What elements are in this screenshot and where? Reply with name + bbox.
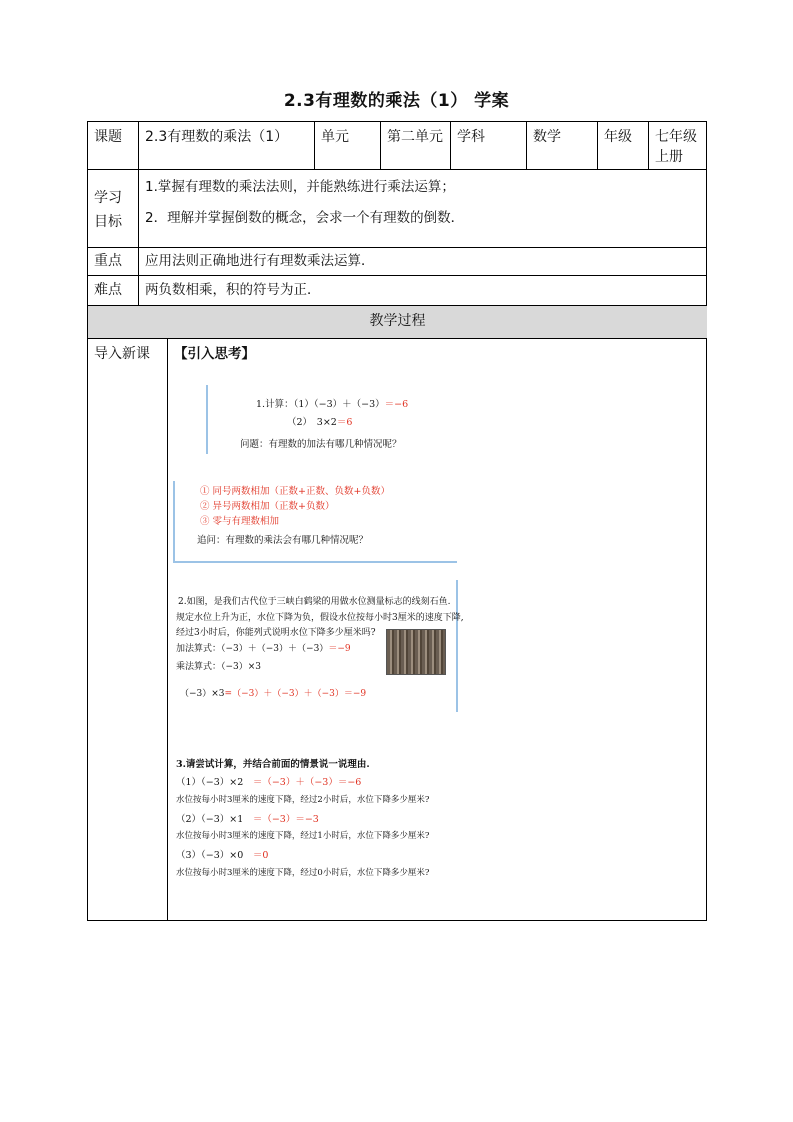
q3-item1 [176,774,361,791]
goal-item-2: 2．理解并掌握倒数的概念，会求一个有理数的倒数． [145,210,465,226]
unit-value: 第二单元 [381,122,451,170]
q1-line2 [287,414,352,431]
q1-ans2: ＝6 [336,417,353,428]
topic-value: 2.3有理数的乘法（1） [139,122,315,170]
stone-fish-photo [386,629,446,675]
page-title: 2.3有理数的乘法（1） 学案 [283,91,510,111]
case-2: ② 异号两数相加（正数+负数） [200,501,335,512]
q2-add [176,641,351,658]
q2-eq [180,686,366,703]
unit-label: 单元 [315,122,381,170]
q3-expr-1: （1）（−3）×2 [176,777,244,788]
topic-label: 课题 [88,122,139,170]
q2-add-ans: ＝−9 [328,644,351,654]
q3-expr-2: （2）（−3）×1 [176,814,244,825]
q2-line2: 规定水位上升为正，水位下降为负，假设水位按每小时3厘米的速度下降, [176,613,464,623]
intro-heading: 【引入思考】 [174,346,255,362]
q3-ans-3: ＝0 [252,850,269,861]
q1-ans1: ＝−6 [384,399,409,410]
q3-item3 [176,847,268,864]
q2-line1: 2.如图，是我们古代位于三峡白鹤梁的用做水位测量标志的线刻石鱼. [178,597,451,607]
q3-note3: 水位按每小时3厘米的速度下降，经过0小时后，水位下降多少厘米? [176,868,430,878]
subject-value: 数学 [527,122,598,170]
grade-label: 年级 [598,122,649,170]
difficulty-text: 两负数相乘，积的符号为正． [139,276,707,306]
slide2-bar [173,481,175,561]
q1-question: 问题：有理数的加法有哪几种情况呢？ [240,439,402,450]
key-point-text: 应用法则正确地进行有理数乘法运算． [139,248,707,276]
q3-note2: 水位按每小时3厘米的速度下降，经过1小时后，水位下降多少厘米? [176,831,430,841]
goals-label-line1: 学习 [94,190,122,206]
q3-note1: 水位按每小时3厘米的速度下降，经过2小时后，水位下降多少厘米? [176,795,430,805]
slide3-bar [456,580,458,712]
slide1-bar [206,385,208,454]
q1-line1 [256,396,408,413]
intro-label: 导入新课 [88,339,168,921]
goals-label [88,170,139,248]
follow-up: 追问：有理数的乘法会有哪几种情况呢？ [197,535,369,546]
q2-eq-expr: （−3）×3 [180,689,225,699]
process-header: 教学过程 [88,306,707,339]
grade-line2: 上册 [655,149,683,165]
slide2-underline [173,561,457,563]
grade-line1: 七年级 [655,129,697,145]
case-3: ③ 零与有理数相加 [200,516,280,527]
goal-item-1: 1.掌握有理数的乘法法则，并能熟练进行乘法运算； [145,179,455,195]
q1-expr1: 1.计算：（1）（−3）＋（−3） [256,399,385,410]
q3-expr-3: （3）（−3）×0 [176,850,244,861]
q3-item2 [176,811,319,828]
grade-value [649,122,707,170]
q3-ans-1: ＝（−3）＋（−3）＝−6 [252,777,362,788]
q2-mul: 乘法算式：（−3）×3 [176,662,262,672]
q1-expr2: （2） 3×2 [287,417,337,428]
subject-label: 学科 [451,122,527,170]
key-point-label: 重点 [88,248,139,276]
goals-content [139,170,707,248]
goals-label-line2: 目标 [94,214,122,230]
difficulty-label: 难点 [88,276,139,306]
q3-title: 3.请尝试计算，并结合前面的情景说一说理由. [176,759,370,770]
case-1: ① 同号两数相加（正数+正数、负数+负数） [200,486,390,497]
q2-line3: 经过3小时后，你能列式说明水位下降多少厘米吗? [176,628,376,638]
q3-ans-2: ＝（−3）＝−3 [252,814,319,825]
q2-add-expr: 加法算式：（−3）＋（−3）＋（−3） [176,644,329,654]
q2-eq-ans: =（−3）＋（−3）＋（−3）＝−9 [224,689,367,699]
